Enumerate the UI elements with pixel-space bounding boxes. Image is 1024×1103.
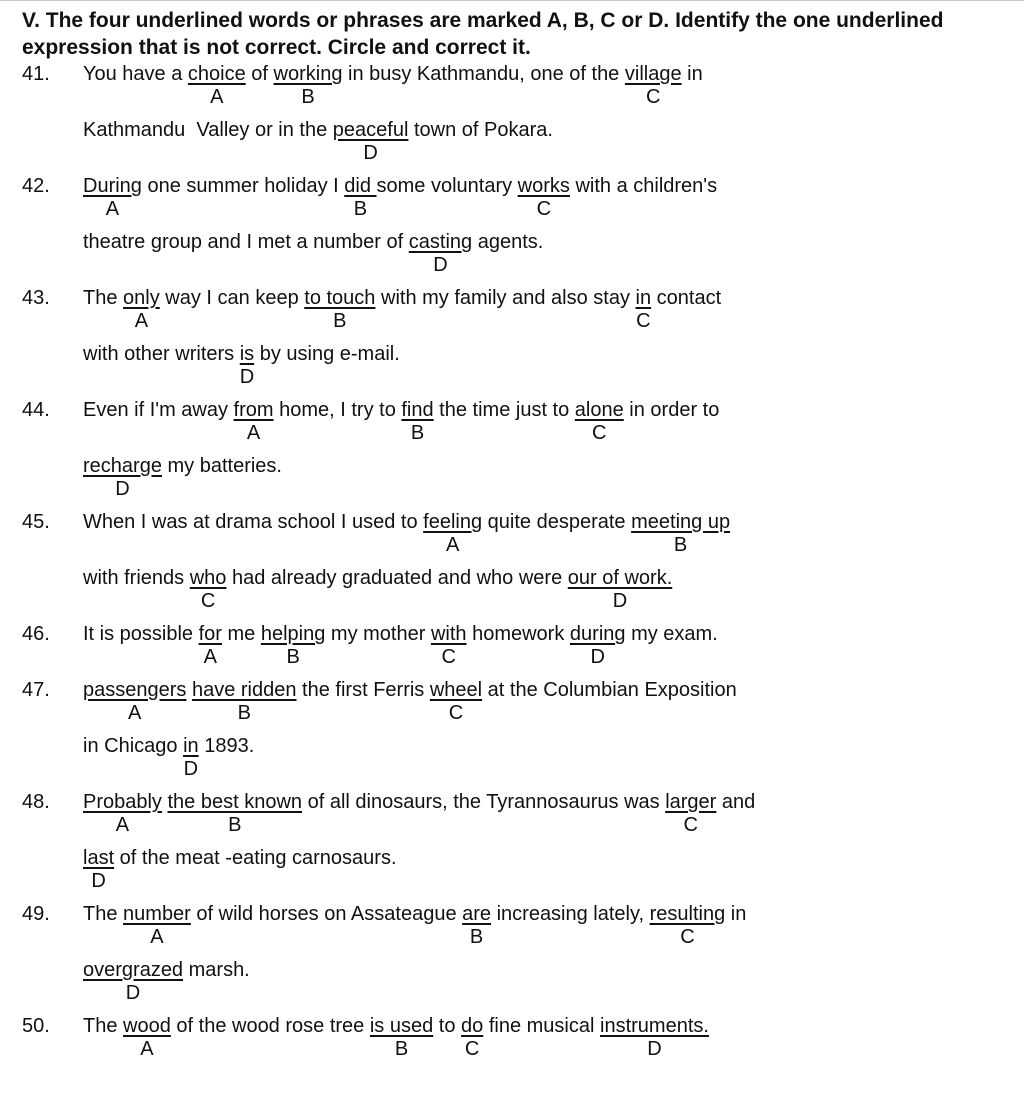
underlined-option-d[interactable]: in D xyxy=(183,735,199,780)
option-letter: B xyxy=(469,926,484,948)
sentence-text: increasing lately, xyxy=(491,903,650,925)
underlined-option-a[interactable]: During A xyxy=(83,175,142,220)
sentence-text: of all dinosaurs, the Tyrannosaurus was xyxy=(302,791,666,813)
sentence-text: When I was at drama school I used to xyxy=(83,511,424,533)
item-number: 43. xyxy=(22,287,50,309)
sentence-line xyxy=(83,173,718,220)
sentence-line xyxy=(83,61,703,108)
item-number: 45. xyxy=(22,511,50,533)
exercise-item xyxy=(22,901,1012,1004)
underlined-option-a[interactable]: for A xyxy=(198,623,222,668)
option-letter: D xyxy=(183,758,199,780)
exercise-item xyxy=(22,285,1012,388)
sentence-text: way I can keep xyxy=(159,287,305,309)
item-number: 48. xyxy=(22,791,50,813)
option-letter: B xyxy=(286,646,300,668)
option-letter: C xyxy=(441,646,456,668)
underlined-option-d[interactable]: overgrazed D xyxy=(83,959,184,1004)
option-letter: C xyxy=(636,310,651,332)
sentence-line xyxy=(83,901,747,948)
underlined-option-a[interactable]: feeling A xyxy=(423,511,483,556)
underlined-option-c[interactable]: resulting C xyxy=(649,903,726,948)
option-letter: D xyxy=(433,254,448,276)
sentence-text: in xyxy=(725,903,747,925)
sentence-text: at the Columbian Exposition xyxy=(482,679,737,701)
exercise-item xyxy=(22,789,1012,892)
option-letter: A xyxy=(203,646,217,668)
exercise-item xyxy=(22,1013,1012,1103)
underlined-option-a[interactable]: Probably A xyxy=(83,791,162,836)
underlined-option-d[interactable]: our of work. D xyxy=(567,567,673,612)
underlined-option-d[interactable]: during D xyxy=(569,623,626,668)
sentence-text: 1893. xyxy=(198,735,255,757)
sentence-text: contact xyxy=(651,287,722,309)
sentence-line xyxy=(83,341,400,388)
sentence-text: of xyxy=(245,63,274,85)
sentence-line xyxy=(83,621,718,668)
underlined-option-b[interactable]: find B xyxy=(401,399,434,444)
option-letter: D xyxy=(115,478,130,500)
option-letter: C xyxy=(680,926,695,948)
option-letter: B xyxy=(228,814,242,836)
item-number: 47. xyxy=(22,679,50,701)
option-letter: B xyxy=(333,310,347,332)
sentence-text: one summer holiday I xyxy=(141,175,345,197)
underlined-option-c[interactable]: in C xyxy=(635,287,652,332)
underlined-option-a[interactable]: only A xyxy=(123,287,160,332)
option-letter: C xyxy=(448,702,464,724)
option-letter: A xyxy=(246,422,261,444)
option-letter: A xyxy=(150,926,164,948)
sentence-text: The xyxy=(83,1015,124,1037)
sentence-line xyxy=(83,453,282,500)
underlined-option-a[interactable]: passengers A xyxy=(83,679,187,724)
underlined-option-b[interactable]: are B xyxy=(462,903,492,948)
option-letter: C xyxy=(536,198,552,220)
underlined-option-b[interactable]: working B xyxy=(273,63,343,108)
sentence-line xyxy=(83,117,553,164)
option-letter: A xyxy=(105,198,120,220)
sentence-text: Kathmandu Valley or in the xyxy=(83,119,333,141)
underlined-option-d[interactable]: is D xyxy=(239,343,255,388)
option-letter: C xyxy=(592,422,607,444)
option-letter: D xyxy=(590,646,605,668)
sentence-text: with my family and also stay xyxy=(375,287,636,309)
underlined-option-b[interactable]: helping B xyxy=(260,623,326,668)
sentence-text: in xyxy=(681,63,703,85)
exercise-item xyxy=(22,61,1012,164)
sentence-text: agents. xyxy=(472,231,544,253)
underlined-option-d[interactable]: last D xyxy=(83,847,115,892)
sentence-text: the first Ferris xyxy=(296,679,430,701)
underlined-option-c[interactable]: with C xyxy=(430,623,467,668)
underlined-option-c[interactable]: alone C xyxy=(574,399,624,444)
option-letter: D xyxy=(647,1038,662,1060)
sentence-text: in busy Kathmandu, one of the xyxy=(342,63,625,85)
option-letter: B xyxy=(237,702,251,724)
underlined-option-a[interactable]: number A xyxy=(123,903,191,948)
sentence-text: fine musical xyxy=(483,1015,600,1037)
underlined-option-d[interactable]: peaceful D xyxy=(332,119,409,164)
option-letter: D xyxy=(612,590,628,612)
underlined-option-b[interactable]: to touch B xyxy=(304,287,376,332)
sentence-text: to xyxy=(433,1015,462,1037)
exercise-item xyxy=(22,509,1012,612)
sentence-text: of the wood rose tree xyxy=(170,1015,370,1037)
underlined-option-a[interactable]: choice A xyxy=(187,63,246,108)
top-rule xyxy=(0,0,1024,1)
option-letter: A xyxy=(115,814,130,836)
option-letter: C xyxy=(464,1038,480,1060)
item-number: 44. xyxy=(22,399,50,421)
underlined-option-b[interactable]: the best known B xyxy=(167,791,303,836)
sentence-text: home, I try to xyxy=(273,399,402,421)
option-letter: A xyxy=(445,534,460,556)
option-letter: B xyxy=(353,198,368,220)
sentence-line xyxy=(83,397,720,444)
option-letter: C xyxy=(200,590,216,612)
option-letter: C xyxy=(646,86,661,108)
sentence-text: You have a xyxy=(83,63,188,85)
exercise-item xyxy=(22,397,1012,500)
sentence-text: The xyxy=(83,287,124,309)
sentence-text: of wild horses on Assateague xyxy=(190,903,463,925)
sentence-line xyxy=(83,229,544,276)
underlined-option-c[interactable]: works C xyxy=(517,175,570,220)
sentence-text: the time just to xyxy=(433,399,575,421)
underlined-option-d[interactable]: instruments. D xyxy=(600,1015,709,1060)
option-letter: D xyxy=(363,142,378,164)
sentence-text: quite desperate xyxy=(482,511,632,533)
sentence-line xyxy=(83,565,673,612)
exercise-item xyxy=(22,173,1012,276)
sentence-text: by using e-mail. xyxy=(254,343,400,365)
sentence-line xyxy=(83,733,255,780)
option-letter: B xyxy=(301,86,315,108)
sentence-line xyxy=(83,677,737,724)
underlined-option-d[interactable]: casting D xyxy=(408,231,473,276)
sentence-text: in order to xyxy=(623,399,720,421)
underlined-option-b[interactable]: is used B xyxy=(369,1015,434,1060)
option-letter: D xyxy=(239,366,255,388)
sentence-line xyxy=(83,957,250,1004)
option-letter: B xyxy=(410,422,425,444)
sentence-text: my batteries. xyxy=(161,455,282,477)
option-letter: A xyxy=(134,310,149,332)
sentence-line xyxy=(83,845,397,892)
option-letter: A xyxy=(210,86,224,108)
section-instructions: V. The four underlined words or phrases are marked A, B, C or D. Identify the one underlined expression that is not correct. Circle and correct it. xyxy=(22,9,944,59)
underlined-option-c[interactable]: larger C xyxy=(665,791,717,836)
sentence-text: had already graduated and who were xyxy=(226,567,568,589)
sentence-text: in Chicago xyxy=(83,735,184,757)
underlined-option-b[interactable]: did B xyxy=(344,175,377,220)
option-letter: D xyxy=(91,870,106,892)
option-letter: A xyxy=(140,1038,154,1060)
underlined-option-c[interactable]: wheel C xyxy=(429,679,483,724)
sentence-line xyxy=(83,285,722,332)
sentence-text: me xyxy=(221,623,261,645)
item-number: 50. xyxy=(22,1015,50,1037)
option-letter: D xyxy=(125,982,141,1004)
underlined-option-a[interactable]: from A xyxy=(233,399,274,444)
sentence-text: and xyxy=(716,791,756,813)
option-letter: C xyxy=(683,814,698,836)
underlined-option-c[interactable]: who C xyxy=(189,567,227,612)
sentence-text: homework xyxy=(466,623,570,645)
item-number: 42. xyxy=(22,175,50,197)
exercise-item xyxy=(22,677,1012,780)
sentence-text: of the meat -eating carnosaurs. xyxy=(114,847,397,869)
sentence-text: town of Pokara. xyxy=(408,119,553,141)
underlined-option-b[interactable]: have ridden B xyxy=(191,679,297,724)
option-letter: A xyxy=(128,702,142,724)
sentence-text: some voluntary xyxy=(376,175,518,197)
option-letter: B xyxy=(394,1038,409,1060)
sentence-line xyxy=(83,789,756,836)
underlined-option-b[interactable]: meeting up B xyxy=(631,511,731,556)
sentence-text: marsh. xyxy=(183,959,250,981)
sentence-text: with a children's xyxy=(569,175,718,197)
sentence-line xyxy=(83,1013,709,1060)
sentence-text: It is possible xyxy=(83,623,199,645)
item-number: 46. xyxy=(22,623,50,645)
sentence-text: Even if I'm away xyxy=(83,399,234,421)
sentence-text: theatre group and I met a number of xyxy=(83,231,409,253)
underlined-option-c[interactable]: do C xyxy=(461,1015,484,1060)
sentence-text: my exam. xyxy=(625,623,718,645)
item-number: 41. xyxy=(22,63,50,85)
sentence-text: with friends xyxy=(83,567,190,589)
option-letter: B xyxy=(673,534,688,556)
sentence-text: my mother xyxy=(325,623,431,645)
item-number: 49. xyxy=(22,903,50,925)
sentence-line xyxy=(83,509,731,556)
underlined-option-a[interactable]: wood A xyxy=(123,1015,171,1060)
underlined-option-d[interactable]: recharge D xyxy=(83,455,162,500)
sentence-text: with other writers xyxy=(83,343,240,365)
sentence-text: The xyxy=(83,903,124,925)
underlined-option-c[interactable]: village C xyxy=(624,63,682,108)
